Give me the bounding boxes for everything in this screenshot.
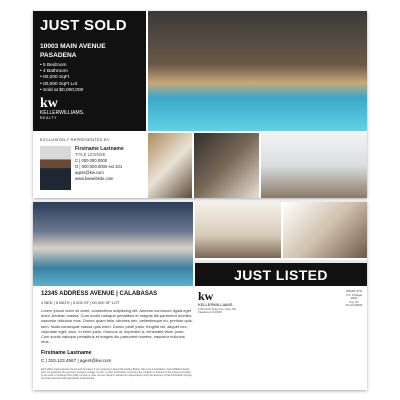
living-room-photo [194,133,259,198]
listed-banner-text: JUST LISTED [234,266,328,283]
listed-address: 12345 ADDRESS AVENUE | CALABASAS [41,291,158,297]
kitchen-photo [261,133,367,198]
sold-address-line2: PASADENA [40,52,77,59]
listed-living-photo [195,202,281,258]
pool-photo [148,11,367,131]
listed-kw-logo: kw KELLERWILLIAMS. 1234 North Street Ave, Suite 100, Pasadena CA 90000 [198,289,237,315]
feature-item: • 5 Bedroom [40,63,67,68]
sold-address-line1: 10003 MAIN AVENUE [40,43,106,50]
sold-features-list [40,63,83,94]
feature-item: • Sold at $0,000,000 [40,87,84,93]
exterior-photo [33,202,193,286]
feature-item: • 00,000 SqFt Lot [40,81,78,87]
staircase-photo [283,202,367,258]
feature-item: • 4 Bathroom [40,69,68,75]
listed-banner [195,263,367,286]
just-listed-postcard [33,202,367,390]
listed-agent-name: Firstname Lastname [41,350,92,356]
agent-photo [40,146,71,190]
just-sold-postcard [33,11,367,198]
bedroom-photo [148,133,192,198]
listed-specs: 4 BED | 5 BATH | 0,000 SF | 00,000 SF LOT [41,300,120,305]
kw-logo: kw KELLERWILLIAMS. REALTY [40,96,85,120]
sold-banner: JUST SOLD [40,17,127,34]
postage-indicia: PRSRT STD U.S. Postage PAID City, ST Permit #0000 [345,289,363,308]
listed-agent-contact: C | 310.123.4567 | agent@kw.com [41,358,112,363]
sold-info-panel [33,11,146,131]
represented-label: EXCLUSIVELY REPRESENTED BY [40,137,110,142]
agent-details: Firstname Lastname TITLE LICENSE C | 000.000.0000 O | 000.000.0000 ext 101 agent@kw.com www.kwwebsite.com [75,146,124,181]
listed-disclaimer: Each Office Independently Owned and Operated. If your property is listed with another Broker, this is not a solicitation. Keller Williams Realty does not guarantee the accuracy of square footage, lot size, or other information concerning the condition or features of the property provided by the seller or obtained from public records or other sources. Buyer is advised to independently verify the accuracy of that information through personal inspection with appropriate professionals. [41,368,192,380]
feature-item: • 00,000 SqFt [40,75,70,81]
listed-description: Lorem ipsum dolor sit amet, consectetur adipiscing elit. Aenean commodo ligula eget dolor. Aenean massa. Cum sociis natoque penatibus et magnis dis parturient montes, nascetur ridiculus mus. Donec quam felis, ultricies nec, pellentesque eu, pretium quis, sem. Nulla consequat massa quis enim. Donec pede justo, fringilla vel, aliquet nec, vulputate eget, arcu. In enim justo, rhoncus ut, imperdiet a, venenatis vitae, justo. Cum sociis natoque penatibus et magnis dis parturient montes, nascetur ridiculus mus. [41,308,193,345]
